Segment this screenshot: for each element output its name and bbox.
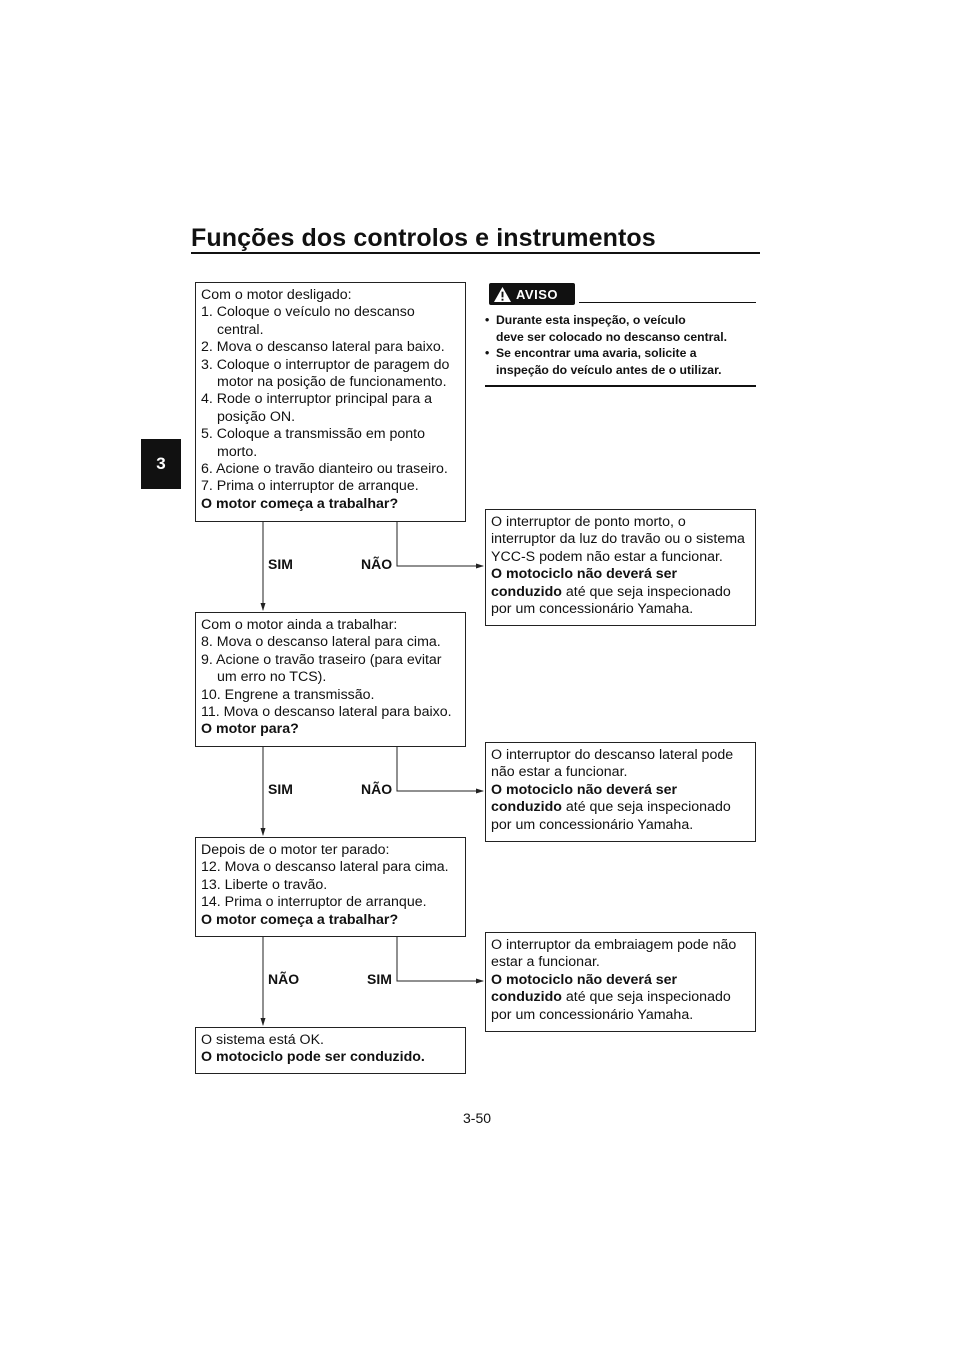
fault3-last: por um concessionário Yamaha.: [491, 1006, 694, 1023]
step3-item-12: 12. Mova o descanso lateral para cima.: [201, 859, 449, 876]
fault1-line-1: O interruptor de ponto morto, o: [491, 514, 686, 530]
step1-intro: Com o motor desligado:: [201, 287, 352, 303]
fault2-bold-1: O motociclo não deverá ser: [491, 781, 678, 798]
fault1-bold-2: conduzido: [491, 583, 562, 600]
step4-line: O sistema está OK.: [201, 1032, 324, 1048]
fault3-bold-2: conduzido: [491, 989, 562, 1006]
arrow-step1-to-fault1: [397, 521, 483, 566]
fault1-bold-1: O motociclo não deverá ser: [491, 566, 678, 583]
step2-question: O motor para?: [201, 721, 299, 738]
warning-badge-label: AVISO: [516, 286, 558, 302]
fault1-last: por um concessionário Yamaha.: [491, 601, 694, 618]
warning-item-1-line2: deve ser colocado no descanso central.: [496, 329, 727, 344]
decision1-right-label: NÃO: [361, 556, 393, 572]
fault2-rest: até que seja inspecionado: [561, 799, 731, 816]
step2-item-11: 11. Mova o descanso lateral para baixo.: [201, 704, 452, 721]
step2-item-10: 10. Engrene a transmissão.: [201, 686, 375, 703]
step1-item-3-cont: motor na posição de funcionamento.: [217, 374, 447, 391]
chapter-tab: 3: [141, 439, 181, 489]
step3-box: [195, 837, 466, 937]
step2-box: [195, 612, 466, 747]
warning-item-1: • Durante esta inspeção, o veículo deve ser colocado no descanso central.: [485, 313, 727, 344]
warning-item-2-line1: Se encontrar uma avaria, solicite a: [496, 346, 697, 360]
warning-badge: [489, 283, 575, 305]
warning-top-rule: [579, 302, 756, 303]
fault1-line-3: YCC-S podem não estar a funcionar.: [491, 548, 723, 565]
fault3-line-1: O interruptor da embraiagem pode não: [491, 937, 737, 953]
decision1-down-label: SIM: [268, 556, 293, 572]
step1-item-4: 4. Rode o interruptor principal para a: [201, 391, 433, 408]
step1-item-5-cont: morto.: [217, 443, 258, 460]
warning-item-2: • Se encontrar uma avaria, solicite a inspeção do veículo antes de o utilizar.: [485, 346, 722, 377]
warning-triangle-icon: [493, 286, 512, 303]
step3-question: O motor começa a trabalhar?: [201, 911, 399, 928]
fault3-line-2: estar a funcionar.: [491, 954, 600, 971]
step3-item-13: 13. Liberte o travão.: [201, 876, 328, 893]
step1-item-5: 5. Coloque a transmissão em ponto: [201, 426, 425, 443]
decision2-down-label: SIM: [268, 781, 293, 797]
step2-item-8: 8. Mova o descanso lateral para cima.: [201, 634, 441, 651]
warning-bottom-rule: [485, 385, 756, 387]
fault3-rest: até que seja inspecionado: [561, 989, 731, 1006]
fault1-line-2: interruptor da luz do travão ou o sistema: [491, 531, 745, 548]
step2-item-9-cont: um erro no TCS).: [217, 669, 327, 686]
decision3-down-label: NÃO: [268, 971, 300, 987]
warning-text: [485, 312, 757, 378]
fault2-last: por um concessionário Yamaha.: [491, 816, 694, 833]
step1-question: O motor começa a trabalhar?: [201, 495, 399, 512]
arrow-step3-to-fault3: [397, 936, 483, 981]
step1-item-3: 3. Coloque o interruptor de paragem do: [201, 356, 450, 373]
step1-box: [195, 282, 466, 522]
step2-item-9: 9. Acione o travão traseiro (para evitar: [201, 651, 442, 668]
step3-intro: Depois de o motor ter parado:: [201, 842, 390, 858]
fault2-box: [485, 742, 756, 842]
page-title: Funções dos controlos e instrumentos: [191, 224, 656, 252]
decision2-right-label: NÃO: [361, 781, 393, 797]
fault3-box: [485, 932, 756, 1032]
step2-intro: Com o motor ainda a trabalhar:: [201, 617, 398, 633]
step1-item-7: 7. Prima o interruptor de arranque.: [201, 478, 419, 495]
warning-item-2-line2: inspeção do veículo antes de o utilizar.: [496, 362, 722, 377]
decision3-right-label: SIM: [367, 971, 392, 987]
fault1-box: [485, 509, 756, 626]
step3-item-14: 14. Prima o interruptor de arranque.: [201, 894, 427, 911]
arrow-step2-to-fault2: [397, 746, 483, 791]
fault1-rest: até que seja inspecionado: [561, 583, 731, 600]
page-number: 3-50: [463, 1110, 492, 1126]
fault2-line-2: não estar a funcionar.: [491, 764, 628, 781]
step4-question: O motociclo pode ser conduzido.: [201, 1049, 425, 1066]
step1-item-2: 2. Mova o descanso lateral para baixo.: [201, 339, 445, 356]
step4-box: [195, 1027, 466, 1074]
step1-item-1: 1. Coloque o veículo no descanso: [201, 304, 415, 321]
fault2-bold-2: conduzido: [491, 799, 562, 816]
warning-item-1-line1: Durante esta inspeção, o veículo: [496, 313, 686, 327]
step1-item-6: 6. Acione o travão dianteiro ou traseiro.: [201, 461, 448, 478]
fault3-bold-1: O motociclo não deverá ser: [491, 971, 678, 988]
fault2-line-1: O interruptor do descanso lateral pode: [491, 747, 734, 763]
step1-item-1-cont: central.: [217, 321, 264, 338]
step1-item-4-cont: posição ON.: [217, 408, 296, 425]
